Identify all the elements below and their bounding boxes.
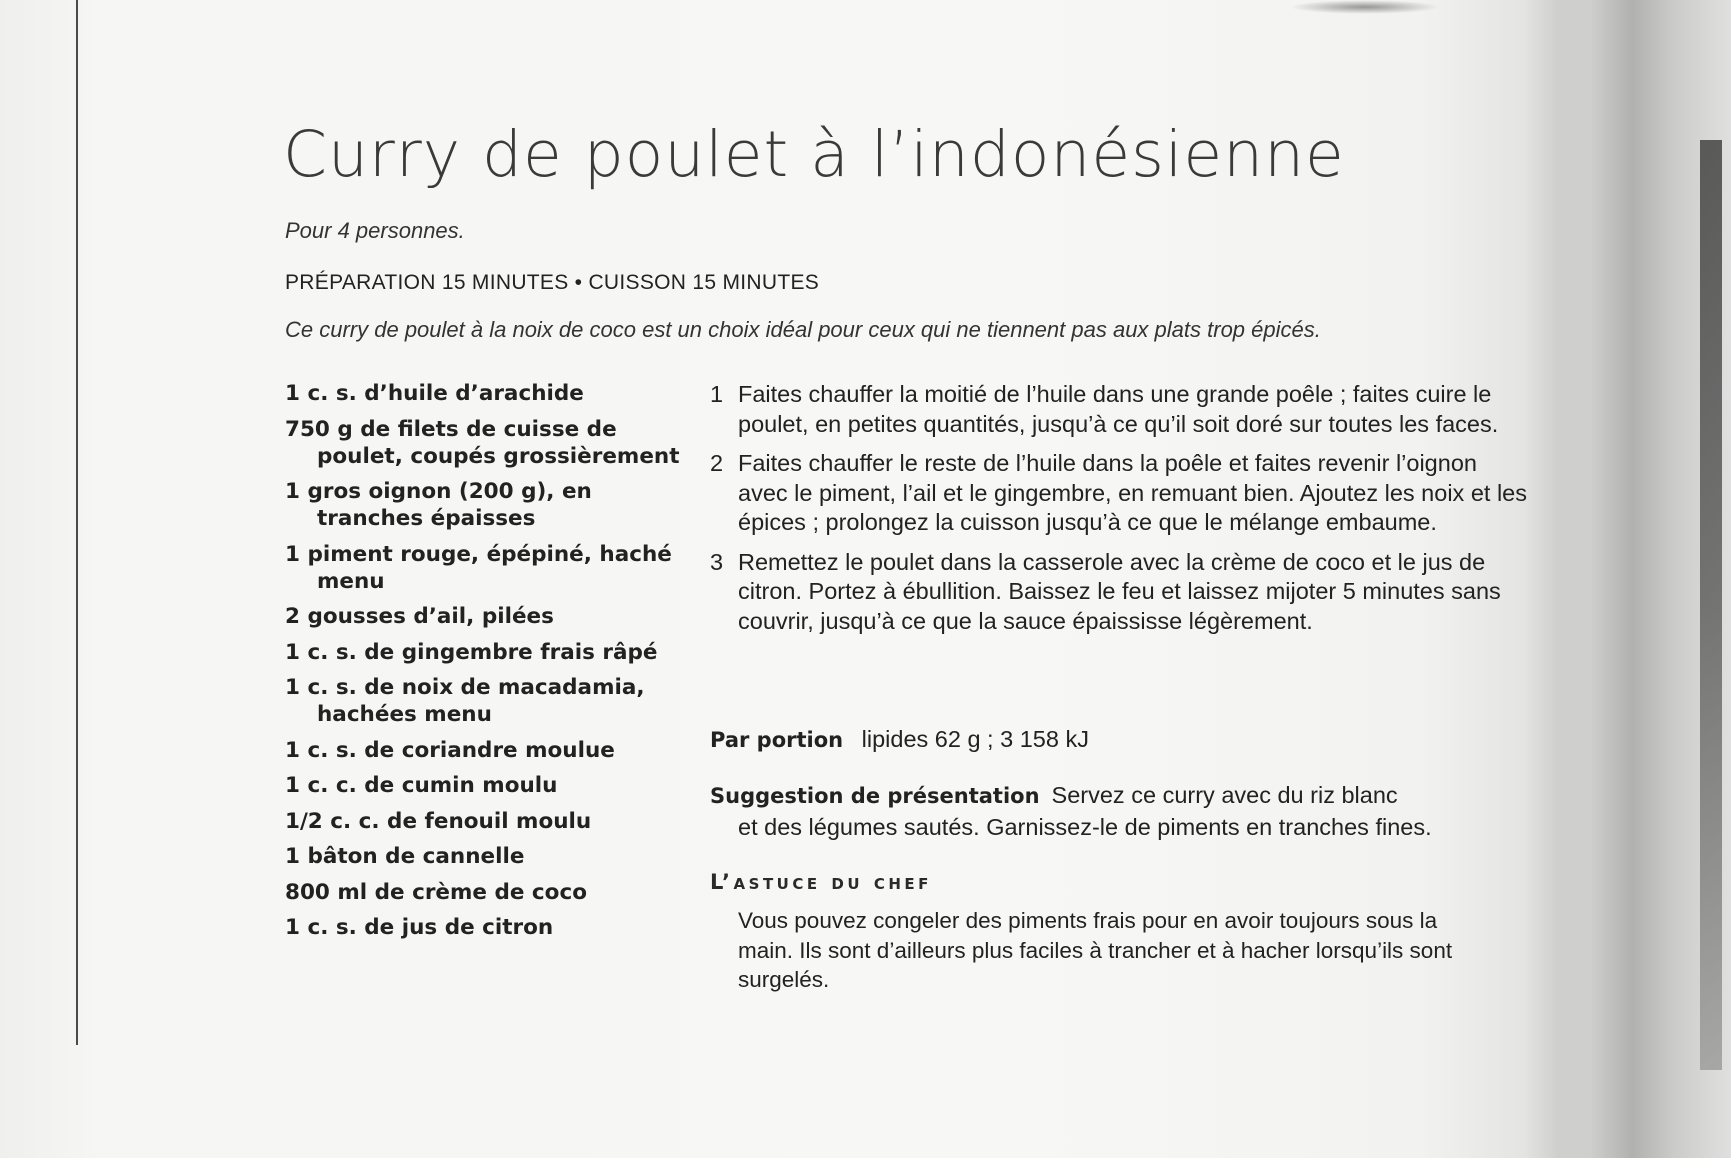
step-number: 2: [710, 450, 724, 476]
per-portion-label: Par portion: [710, 728, 844, 752]
step-text: Faites chauffer le reste de l’huile dans la poêle et faites revenir l’oignon avec le piment, l’ail et le gingembre, en remuant bien. Ajoutez les noix et les épices ; prolongez la cuisson jusqu’à ce que le mélange embaume.: [738, 450, 1527, 535]
suggestion-line-2: et des légumes sautés. Garnissez-le de piments en tranches fines.: [738, 814, 1432, 840]
ingredient-item: 1 bâton de cannelle: [285, 844, 525, 869]
method-steps: [710, 380, 1530, 646]
suggestion-label: Suggestion de présentation: [710, 784, 1040, 808]
ingredient-item: 1 c. s. de jus de citron: [285, 915, 554, 940]
servings: Pour 4 personnes.: [285, 218, 465, 243]
recipe-title: Curry de poulet à l’indonésienne: [283, 118, 1345, 191]
page-edge-line: [76, 0, 78, 1045]
step-number: 3: [710, 548, 724, 575]
method-step: [710, 380, 1530, 439]
method-step: [710, 548, 1530, 637]
ingredient-item: 1 c. s. de noix de macadamia, hachées menu: [285, 675, 645, 727]
ingredient-list: [285, 380, 685, 950]
step-text: Remettez le poulet dans la casserole avec la crème de coco et le jus de citron. Portez à ébullition. Baissez le feu et laissez mijoter 5 minutes sans couvrir, jusqu’à ce que la sauce épaississe légèrement.: [738, 548, 1501, 634]
ingredient-item: 750 g de filets de cuisse de poulet, coupés grossièrement: [285, 416, 680, 469]
ingredient-item: 1 c. s. d’huile d’arachide: [285, 381, 584, 406]
ingredient-item: 1 piment rouge, épépiné, haché menu: [285, 541, 672, 594]
step-text: Faites chauffer la moitié de l’huile dans une grande poêle ; faites cuire le poulet, en petites quantités, jusqu’à ce qu’il soit doré sur toutes les faces.: [738, 381, 1499, 437]
ingredient-item: 1/2 c. c. de fenouil moulu: [285, 808, 592, 834]
ingredient-item: 2 gousses d’ail, pilées: [285, 604, 554, 629]
method-step: [710, 449, 1530, 538]
suggestion-line-1: Servez ce curry avec du riz blanc: [1051, 782, 1398, 808]
ingredient-item: 1 c. s. de gingembre frais râpé: [285, 639, 658, 665]
page-edge-bar: [1700, 140, 1722, 1070]
chef-tip-text: Vous pouvez congeler des piments frais pour en avoir toujours sous la main. Ils sont d’ailleurs plus faciles à trancher et à hacher lorsqu’ils sont surgelés.: [738, 908, 1453, 992]
ingredient-item: 800 ml de crème de coco: [285, 879, 587, 905]
scan-smudge: [1290, 0, 1440, 14]
ingredient-item: 1 gros oignon (200 g), en tranches épaisses: [285, 479, 592, 531]
nutrition-per-portion: [710, 726, 1089, 753]
ingredient-item: 1 c. s. de coriandre moulue: [285, 737, 615, 763]
serving-suggestion: [710, 780, 1530, 843]
chef-tip-title: L’astuce du chef: [710, 870, 932, 894]
ingredient-item: 1 c. c. de cumin moulu: [285, 773, 558, 798]
per-portion-value: lipides 62 g ; 3 158 kJ: [861, 726, 1089, 752]
prep-cook-times: PRÉPARATION 15 MINUTES • CUISSON 15 MINUTES: [285, 271, 820, 294]
recipe-intro: Ce curry de poulet à la noix de coco est un choix idéal pour ceux qui ne tiennent pas aux plats trop épicés.: [285, 317, 1321, 342]
step-number: 1: [710, 381, 724, 407]
